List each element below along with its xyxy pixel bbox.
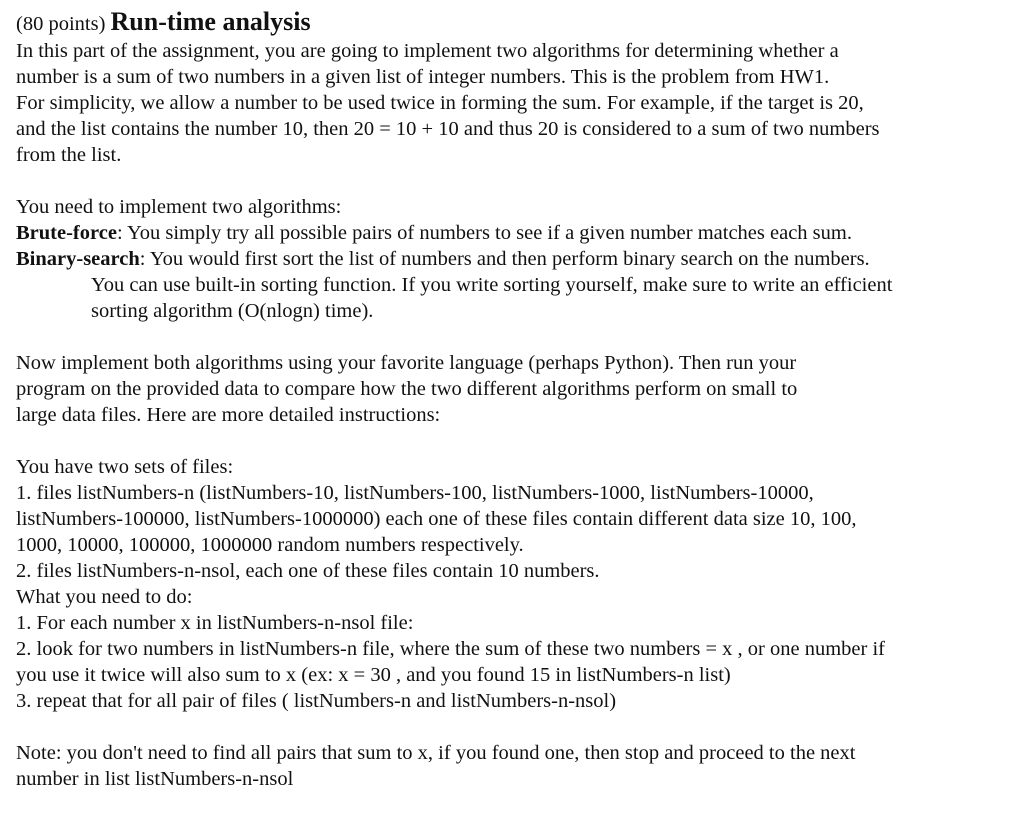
note-paragraph: [16, 740, 1016, 792]
implement-line: program on the provided data to compare how the two different algorithms perform on small to: [16, 378, 798, 400]
section-title: Run-time analysis: [110, 7, 311, 36]
files-line: 2. files listNumbers-n-nsol, each one of these files contain 10 numbers.: [16, 560, 600, 582]
implement-line: large data files. Here are more detailed instructions:: [16, 404, 441, 426]
intro-line: number is a sum of two numbers in a given list of integer numbers. This is the problem from HW1.: [16, 66, 830, 88]
binary-search-continuation: You can use built-in sorting function. If you write sorting yourself, make sure to write an efficient: [91, 274, 893, 296]
binary-search-continuation: sorting algorithm (O(nlogn) time).: [91, 300, 374, 322]
algorithms-paragraph: [16, 194, 1016, 324]
paragraph-gap: [16, 324, 1016, 350]
paragraph-gap: [16, 168, 1016, 194]
brute-force-line: [16, 220, 1016, 246]
files-line: What you need to do:: [16, 586, 193, 608]
implement-paragraph: [16, 350, 1016, 428]
algorithms-lead: You need to implement two algorithms:: [16, 196, 342, 218]
intro-line: For simplicity, we allow a number to be used twice in forming the sum. For example, if the target is 20,: [16, 92, 864, 114]
implement-line: Now implement both algorithms using your favorite language (perhaps Python). Then run your: [16, 352, 797, 374]
files-line: you use it twice will also sum to x (ex: x = 30 , and you found 15 in listNumbers-n list): [16, 664, 731, 686]
points-label: (80 points): [16, 13, 106, 35]
files-line: 2. look for two numbers in listNumbers-n file, where the sum of these two numbers = x , or one number if: [16, 638, 885, 660]
intro-line: and the list contains the number 10, then 20 = 10 + 10 and thus 20 is considered to a sum of two numbers: [16, 118, 880, 140]
files-line: 1. For each number x in listNumbers-n-nsol file:: [16, 612, 414, 634]
brute-force-text: : You simply try all possible pairs of numbers to see if a given number matches each sum.: [116, 222, 852, 244]
files-line: You have two sets of files:: [16, 456, 234, 478]
brute-force-label: Brute-force: [16, 222, 117, 244]
intro-line: from the list.: [16, 144, 122, 166]
binary-search-label: Binary-search: [16, 248, 140, 270]
files-line: 1. files listNumbers-n (listNumbers-10, listNumbers-100, listNumbers-1000, listNumbers-10000,: [16, 482, 814, 504]
intro-line: In this part of the assignment, you are going to implement two algorithms for determining whether a: [16, 40, 839, 62]
binary-search-text: : You would first sort the list of numbers and then perform binary search on the numbers.: [139, 248, 870, 270]
binary-search-line: [16, 246, 1016, 272]
note-line: number in list listNumbers-n-nsol: [16, 768, 294, 790]
paragraph-gap: [16, 714, 1016, 740]
note-line: Note: you don't need to find all pairs that sum to x, if you found one, then stop and proceed to the next: [16, 742, 856, 764]
intro-paragraph: [16, 38, 1016, 168]
paragraph-gap: [16, 428, 1016, 454]
section-heading: [16, 6, 1016, 38]
files-line: 1000, 10000, 100000, 1000000 random numbers respectively.: [16, 534, 524, 556]
document-body: [16, 6, 1016, 792]
files-line: 3. repeat that for all pair of files ( listNumbers-n and listNumbers-n-nsol): [16, 690, 617, 712]
files-line: listNumbers-100000, listNumbers-1000000) each one of these files contain different data size 10, 100,: [16, 508, 857, 530]
files-paragraph: [16, 454, 1016, 714]
